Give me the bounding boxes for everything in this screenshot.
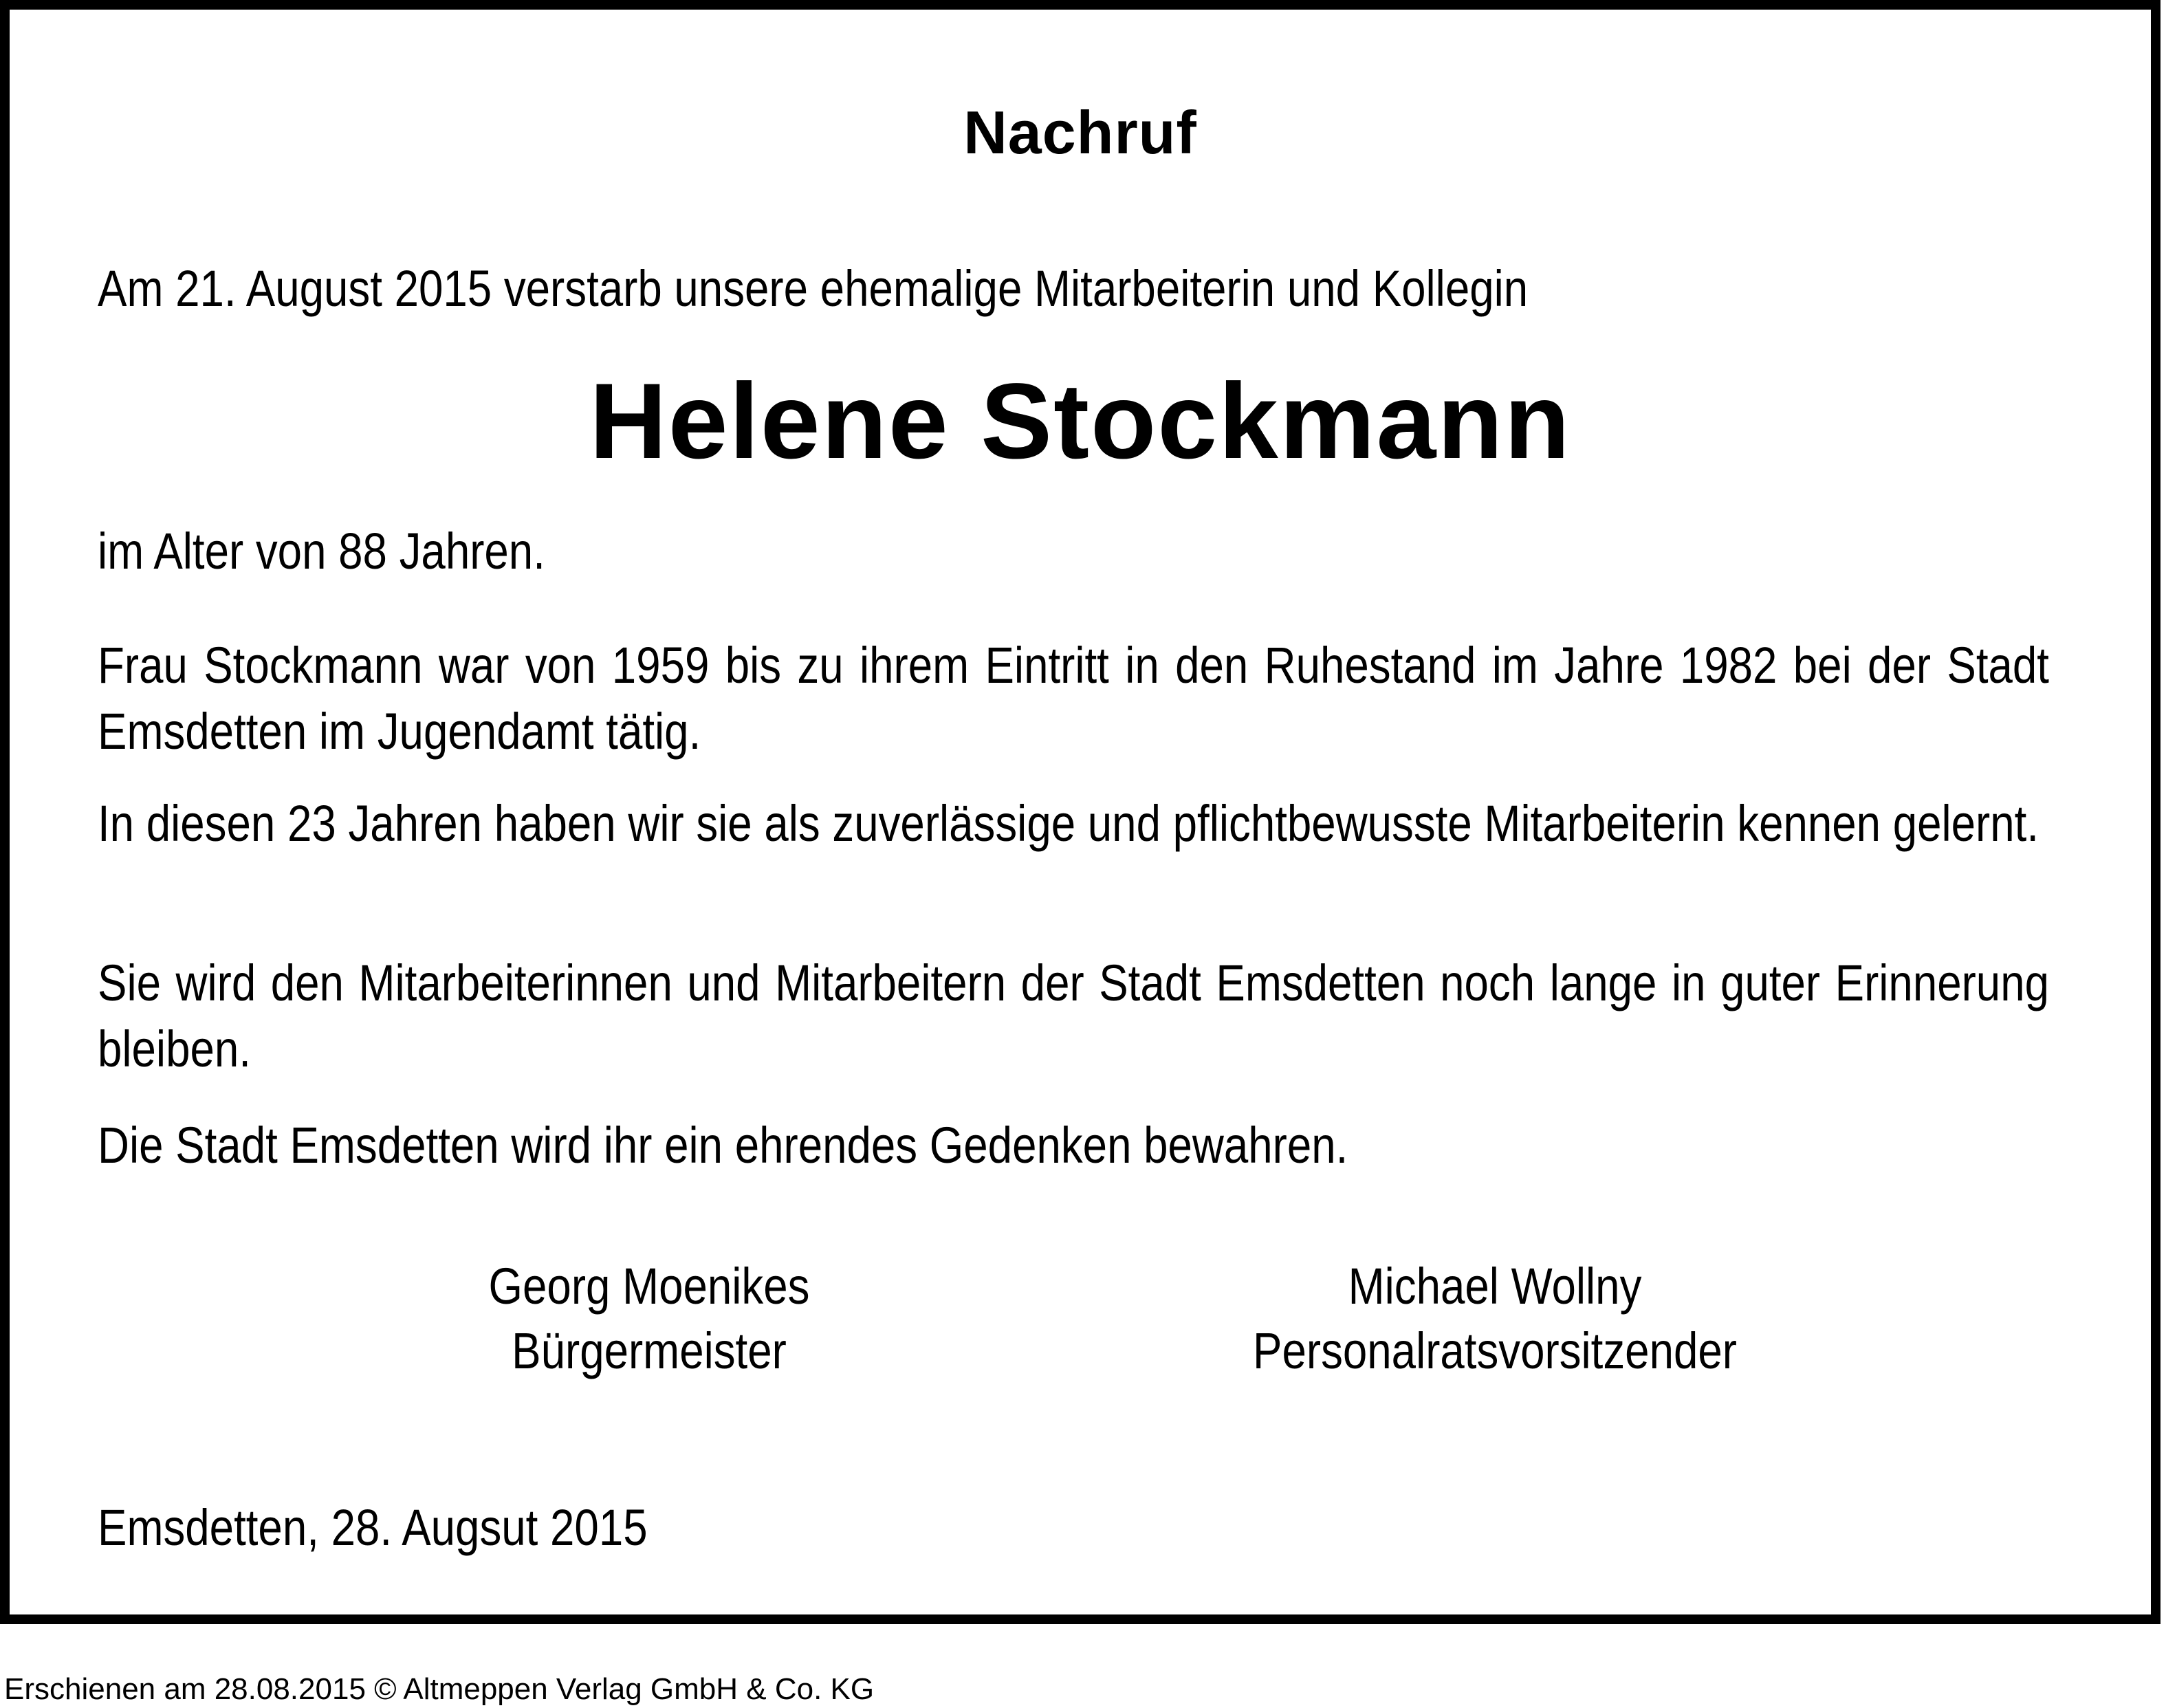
notice-heading: Nachruf [963,98,1197,166]
place-and-date: Emsdetten, 28. Augsut 2015 [98,1499,648,1556]
signature-staff-council [1179,1254,1811,1383]
paragraph-appreciation: In diesen 23 Jahren haben wir sie als zuverlässige und pflichtbewusste Mitarbeiterin kennen gelernt. [98,795,2039,852]
age-line: im Alter von 88 Jahren. [98,523,545,580]
deceased-name: Helene Stockmann [589,362,1571,481]
signatory-name: Georg Moenikes [488,1258,810,1315]
signatory-role: Personalratsvorsitzender [1253,1322,1737,1379]
paragraph-remembrance: Sie wird den Mitarbeiterinnen und Mitarbeitern der Stadt Emsdetten noch lange in guter Erinnerung bleiben. [98,954,2049,1077]
publication-credit: Erschienen am 28.08.2015 © Altmeppen Verlag GmbH & Co. KG [4,1672,875,1706]
notice-content [10,10,2151,1614]
signature-mayor [395,1254,904,1383]
paragraph-employment: Frau Stockmann war von 1959 bis zu ihrem Eintritt in den Ruhestand im Jahre 1982 bei der Stadt Emsdetten im Jugendamt tätig. [98,637,2049,760]
intro-line: Am 21. August 2015 verstarb unsere ehemalige Mitarbeiterin und Kollegin [98,260,1529,317]
signatory-name: Michael Wollny [1348,1258,1642,1315]
paragraph-closing: Die Stadt Emsdetten wird ihr ein ehrendes Gedenken bewahren. [98,1117,1348,1174]
signatory-role: Bürgermeister [512,1322,787,1379]
